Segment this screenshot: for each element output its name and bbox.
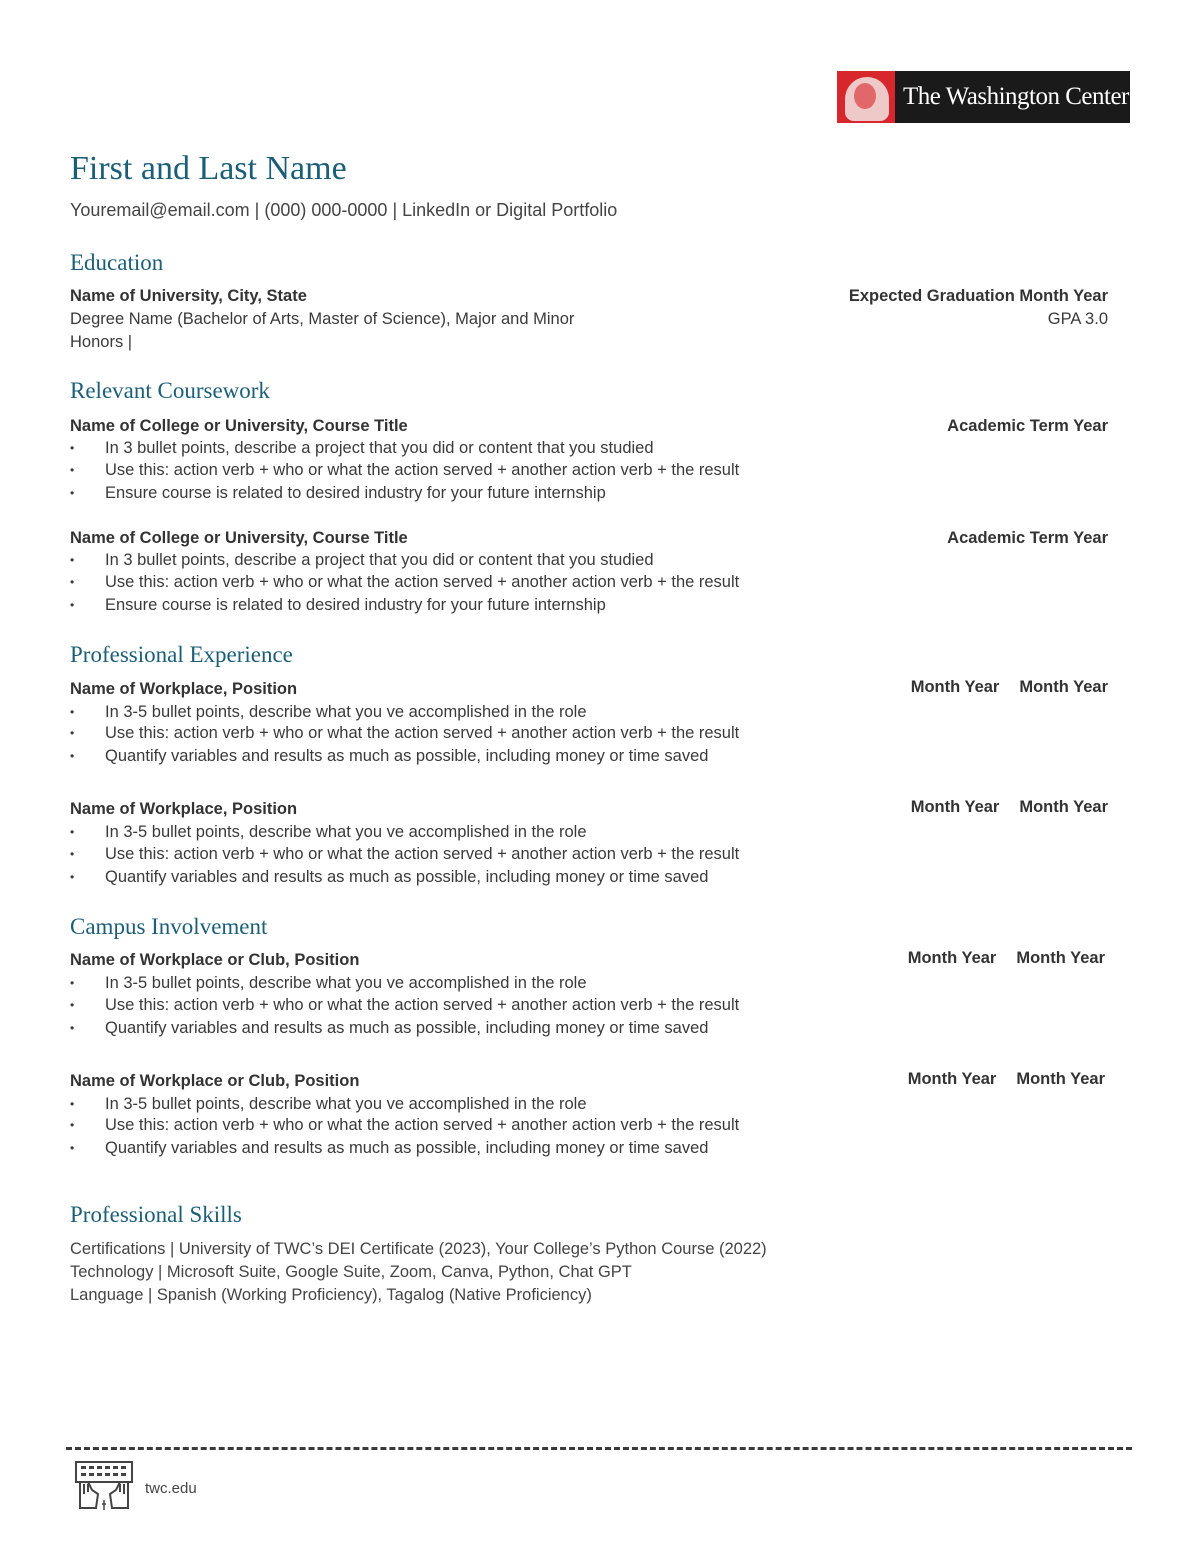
skills-technology: Technology | Microsoft Suite, Google Suite, Zoom, Canva, Python, Chat GPT [70,1263,632,1281]
list-item: • Quantify variables and results as much as possible, including money or time saved [70,868,709,886]
club-dates: Month Year Month Year [907,949,1105,967]
candidate-name: First and Last Name [70,150,347,187]
club-dates: Month Year Month Year [907,1070,1105,1088]
bullet-icon: • [70,749,75,763]
list-item: • Quantify variables and results as much as possible, including money or time saved [70,747,709,765]
list-item: • In 3-5 bullet points, describe what you ve accomplished in the role [70,823,587,841]
education-gpa: GPA 3.0 [1047,310,1108,328]
job-heading: Name of Workplace, Position [70,800,298,818]
footer-divider [66,1447,1132,1450]
list-item: • In 3-5 bullet points, describe what you ve accomplished in the role [70,1095,587,1113]
bullet-icon: • [70,1097,75,1111]
bullet-icon: • [70,847,75,861]
course-heading: Name of College or University, Course Title [70,529,408,547]
logo-text: The Washington Center [903,83,1129,110]
list-item: • Use this: action verb + who or what the action served + another action verb + the result [70,573,740,591]
list-item: • Use this: action verb + who or what the action served + another action verb + the result [70,724,740,742]
list-item: • In 3 bullet points, describe a project that you did or content that you studied [70,551,654,569]
list-item: • In 3-5 bullet points, describe what you ve accomplished in the role [70,703,587,721]
washington-seal-icon [837,71,895,123]
education-graduation: Expected Graduation Month Year [848,287,1108,305]
bullet-icon: • [70,1118,75,1132]
course-term: Academic Term Year [947,529,1108,547]
list-item: • Quantify variables and results as much as possible, including money or time saved [70,1139,709,1157]
bullet-icon: • [70,870,75,884]
list-item: • In 3-5 bullet points, describe what you ve accomplished in the role [70,974,587,992]
education-honors: Honors | [70,333,133,351]
job-dates: Month Year Month Year [910,678,1108,696]
list-item: • Use this: action verb + who or what the action served + another action verb + the result [70,1116,740,1134]
education-school: Name of University, City, State [70,287,307,305]
list-item: • Quantify variables and results as much as possible, including money or time saved [70,1019,709,1037]
bullet-icon: • [70,575,75,589]
list-item: • Use this: action verb + who or what the action served + another action verb + the result [70,996,740,1014]
club-heading: Name of Workplace or Club, Position [70,951,360,969]
bullet-icon: • [70,705,75,719]
list-item: • Ensure course is related to desired industry for your future internship [70,596,606,614]
skills-language: Language | Spanish (Working Proficiency), Tagalog (Native Proficiency) [70,1286,592,1304]
bullet-icon: • [70,598,75,612]
list-item: • Use this: action verb + who or what the action served + another action verb + the result [70,461,740,479]
bullet-icon: • [70,441,75,455]
club-heading: Name of Workplace or Club, Position [70,1072,360,1090]
washington-center-logo [837,71,1130,123]
bullet-icon: • [70,726,75,740]
job-heading: Name of Workplace, Position [70,680,298,698]
education-degree: Degree Name (Bachelor of Arts, Master of Science), Major and Minor [70,310,575,328]
bullet-icon: • [70,486,75,500]
bullet-icon: • [70,463,75,477]
section-title-coursework: Relevant Coursework [70,378,270,403]
bullet-icon: • [70,976,75,990]
bullet-icon: • [70,825,75,839]
footer-website-link[interactable]: twc.edu [145,1480,197,1497]
skills-certifications: Certifications | University of TWC’s DEI Certificate (2023), Your College’s Python Course (2022) [70,1240,767,1258]
course-term: Academic Term Year [947,417,1108,435]
section-title-experience: Professional Experience [70,642,293,667]
bullet-icon: • [70,1021,75,1035]
bullet-icon: • [70,998,75,1012]
job-dates: Month Year Month Year [910,798,1108,816]
section-title-involvement: Campus Involvement [70,914,268,939]
contact-line: Youremail@email.com | (000) 000-0000 | LinkedIn or Digital Portfolio [70,200,618,220]
course-heading: Name of College or University, Course Title [70,417,408,435]
keyboard-hands-icon [74,1460,134,1518]
list-item: • Use this: action verb + who or what the action served + another action verb + the result [70,845,740,863]
section-title-education: Education [70,250,164,275]
section-title-skills: Professional Skills [70,1202,242,1227]
list-item: • Ensure course is related to desired industry for your future internship [70,484,606,502]
list-item: • In 3 bullet points, describe a project that you did or content that you studied [70,439,654,457]
bullet-icon: • [70,1141,75,1155]
bullet-icon: • [70,553,75,567]
